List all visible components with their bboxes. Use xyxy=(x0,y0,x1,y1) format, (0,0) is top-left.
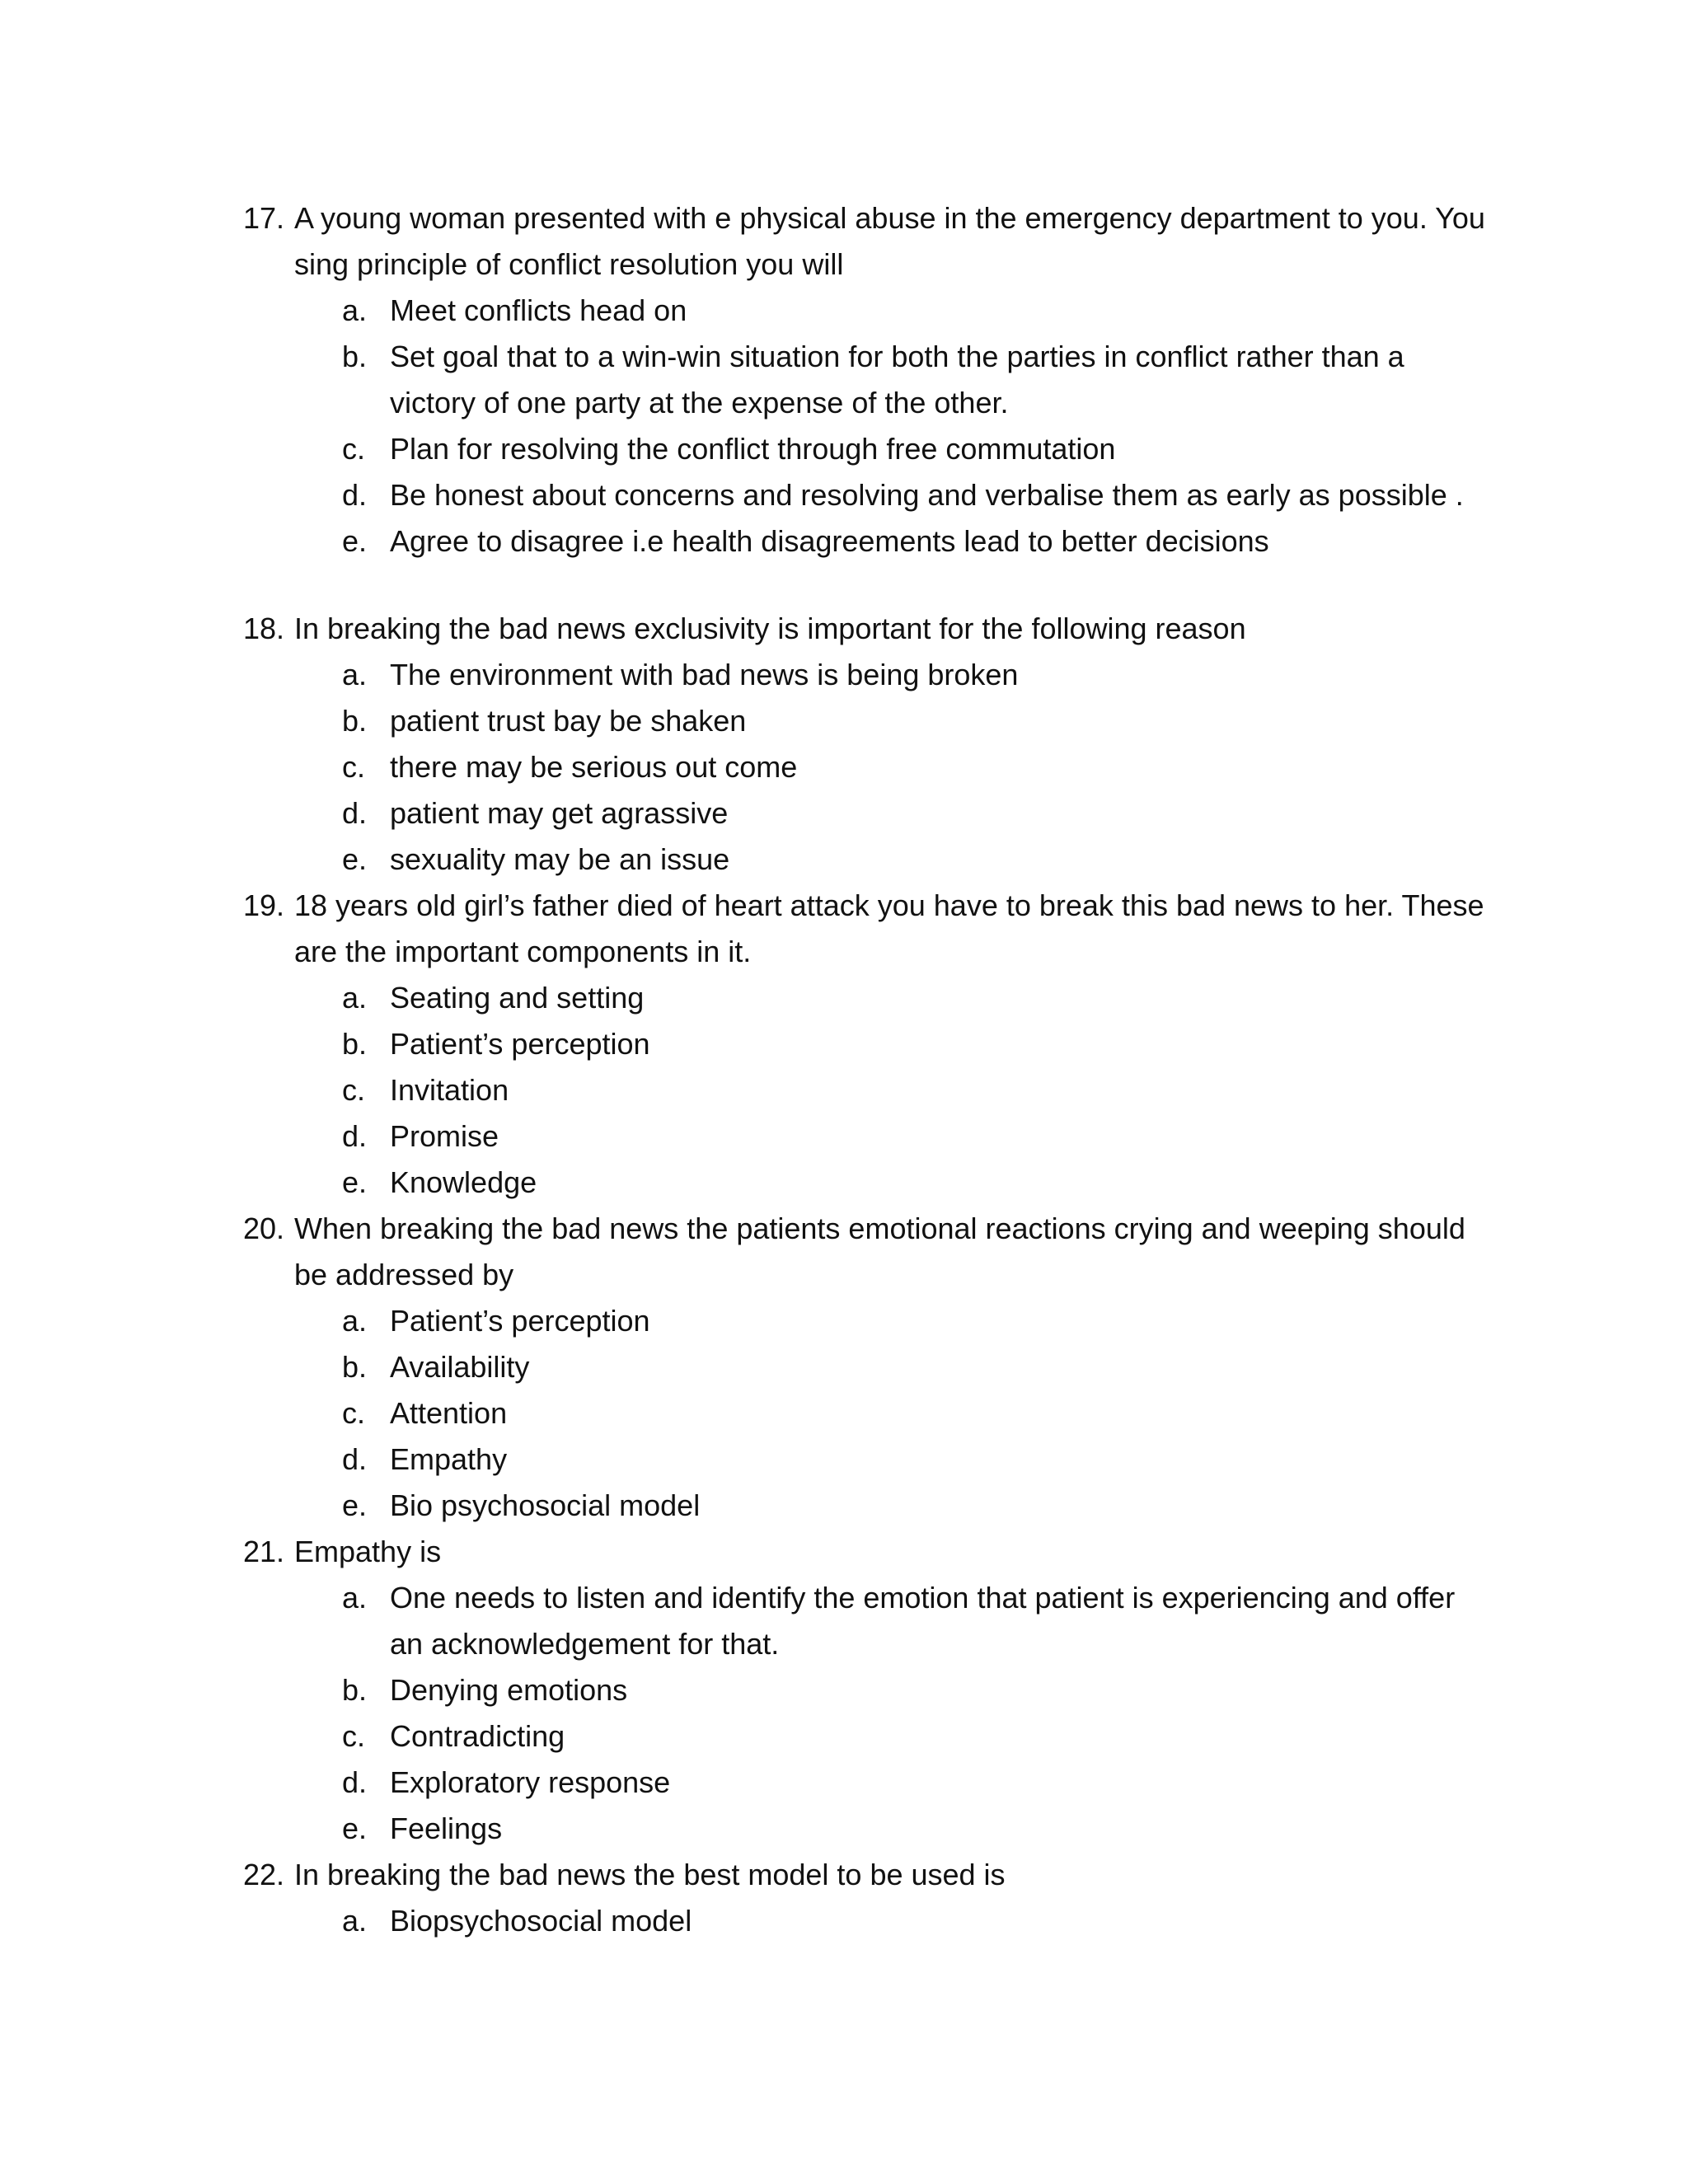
option-b xyxy=(243,1344,1496,1390)
option-a xyxy=(243,1898,1496,1944)
option-letter: b. xyxy=(342,1350,368,1384)
option-text: Patient’s perception xyxy=(390,1304,650,1338)
option-d xyxy=(243,472,1496,518)
option-text: Plan for resolving the conflict through free commutation xyxy=(390,432,1116,466)
question-stem xyxy=(243,1529,1496,1575)
option-d xyxy=(243,1760,1496,1806)
option-e xyxy=(243,1483,1496,1529)
option-text: Biopsychosocial model xyxy=(390,1904,692,1938)
option-list xyxy=(243,288,1496,565)
option-text: Contradicting xyxy=(390,1719,565,1753)
option-text: Knowledge xyxy=(390,1165,537,1199)
option-b xyxy=(243,334,1496,426)
option-list xyxy=(243,652,1496,883)
option-b xyxy=(243,1667,1496,1713)
question-19 xyxy=(243,883,1496,1206)
option-letter: a. xyxy=(342,293,368,327)
option-letter: c. xyxy=(342,750,366,784)
option-text: Promise xyxy=(390,1119,499,1153)
option-text: there may be serious out come xyxy=(390,750,798,784)
option-list xyxy=(243,975,1496,1206)
option-c xyxy=(243,426,1496,472)
option-b xyxy=(243,698,1496,744)
question-text: 18 years old girl’s father died of heart attack you have to break this bad news to her. These are the important components in it. xyxy=(294,888,1484,968)
option-b xyxy=(243,1021,1496,1067)
question-number: 21. xyxy=(243,1535,285,1568)
option-text: patient may get agrassive xyxy=(390,796,729,830)
option-a xyxy=(243,1298,1496,1344)
option-letter: e. xyxy=(342,1811,368,1845)
option-list xyxy=(243,1298,1496,1529)
question-number: 17. xyxy=(243,201,285,235)
option-letter: d. xyxy=(342,1119,368,1153)
option-text: Patient’s perception xyxy=(390,1027,650,1061)
question-number: 19. xyxy=(243,888,285,922)
option-letter: a. xyxy=(342,1304,368,1338)
option-letter: c. xyxy=(342,1396,366,1430)
question-number: 20. xyxy=(243,1212,285,1245)
question-text: In breaking the bad news the best model to be used is xyxy=(294,1858,1006,1891)
question-17 xyxy=(243,195,1496,565)
question-number: 22. xyxy=(243,1858,285,1891)
option-letter: c. xyxy=(342,432,366,466)
option-a xyxy=(243,652,1496,698)
question-18 xyxy=(243,606,1496,883)
question-text: When breaking the bad news the patients emotional reactions crying and weeping should be addressed by xyxy=(294,1212,1465,1291)
question-text: Empathy is xyxy=(294,1535,442,1568)
option-d xyxy=(243,1113,1496,1160)
question-stem xyxy=(243,1206,1496,1298)
question-stem xyxy=(243,1852,1496,1898)
option-letter: b. xyxy=(342,1673,368,1707)
option-letter: a. xyxy=(342,1904,368,1938)
option-letter: d. xyxy=(342,478,368,512)
option-letter: b. xyxy=(342,1027,368,1061)
question-stem xyxy=(243,195,1496,288)
option-letter: e. xyxy=(342,842,368,876)
option-text: patient trust bay be shaken xyxy=(390,704,747,738)
question-text: In breaking the bad news exclusivity is important for the following reason xyxy=(294,612,1246,645)
question-number: 18. xyxy=(243,612,285,645)
option-letter: d. xyxy=(342,796,368,830)
option-a xyxy=(243,1575,1496,1667)
option-text: Attention xyxy=(390,1396,508,1430)
option-c xyxy=(243,1713,1496,1760)
option-a xyxy=(243,288,1496,334)
option-text: Denying emotions xyxy=(390,1673,628,1707)
option-letter: d. xyxy=(342,1765,368,1799)
option-letter: c. xyxy=(342,1073,366,1107)
question-20 xyxy=(243,1206,1496,1529)
option-letter: e. xyxy=(342,1165,368,1199)
option-text: The environment with bad news is being broken xyxy=(390,658,1019,691)
option-list xyxy=(243,1575,1496,1852)
option-text: Empathy xyxy=(390,1442,508,1476)
option-text: Be honest about concerns and resolving and verbalise them as early as possible . xyxy=(390,478,1464,512)
option-text: Agree to disagree i.e health disagreements lead to better decisions xyxy=(390,524,1269,558)
option-d xyxy=(243,1436,1496,1483)
option-letter: a. xyxy=(342,981,368,1015)
option-list xyxy=(243,1898,1496,1944)
option-text: Seating and setting xyxy=(390,981,645,1015)
option-text: Availability xyxy=(390,1350,530,1384)
question-stem xyxy=(243,883,1496,975)
option-letter: b. xyxy=(342,704,368,738)
option-letter: d. xyxy=(342,1442,368,1476)
option-letter: e. xyxy=(342,1488,368,1522)
question-stem xyxy=(243,606,1496,652)
option-text: One needs to listen and identify the emotion that patient is experiencing and offer an acknowledgement for that. xyxy=(390,1581,1456,1661)
question-text: A young woman presented with e physical abuse in the emergency department to you. You sing principle of conflict resolution you will xyxy=(294,201,1485,281)
option-a xyxy=(243,975,1496,1021)
option-e xyxy=(243,1160,1496,1206)
option-letter: a. xyxy=(342,1581,368,1615)
option-c xyxy=(243,744,1496,790)
option-e xyxy=(243,1806,1496,1852)
option-letter: c. xyxy=(342,1719,366,1753)
option-e xyxy=(243,837,1496,883)
option-text: Exploratory response xyxy=(390,1765,671,1799)
option-letter: a. xyxy=(342,658,368,691)
option-letter: b. xyxy=(342,340,368,373)
option-letter: e. xyxy=(342,524,368,558)
option-text: sexuality may be an issue xyxy=(390,842,730,876)
option-text: Invitation xyxy=(390,1073,509,1107)
option-c xyxy=(243,1390,1496,1436)
option-c xyxy=(243,1067,1496,1113)
option-text: Bio psychosocial model xyxy=(390,1488,701,1522)
option-text: Set goal that to a win-win situation for both the parties in conflict rather than a victory of one party at the expense of the other. xyxy=(390,340,1404,419)
question-21 xyxy=(243,1529,1496,1852)
option-text: Meet conflicts head on xyxy=(390,293,687,327)
question-22 xyxy=(243,1852,1496,1944)
option-e xyxy=(243,518,1496,565)
option-d xyxy=(243,790,1496,837)
option-text: Feelings xyxy=(390,1811,503,1845)
